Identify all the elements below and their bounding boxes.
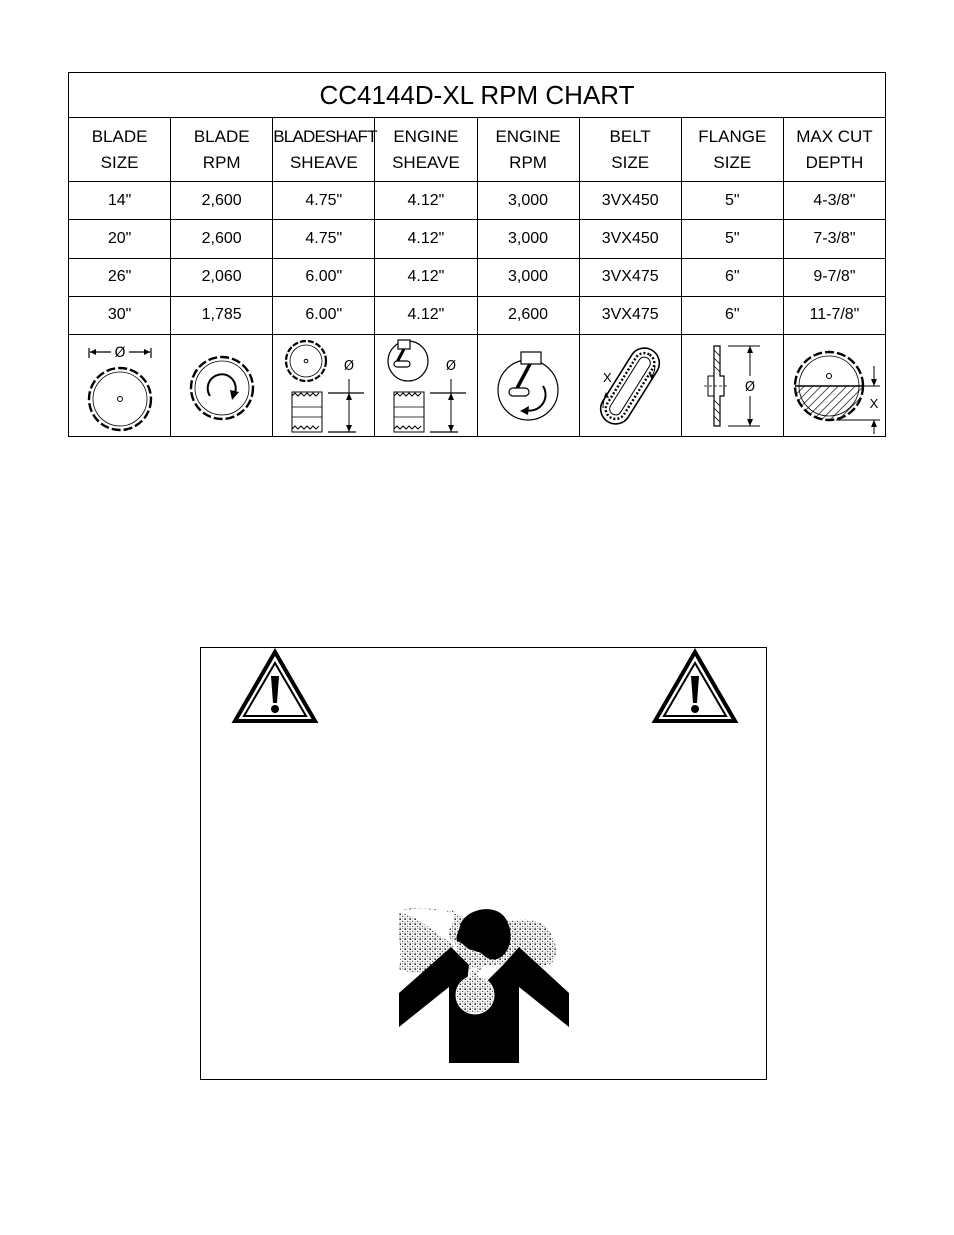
table-cell: 6" (681, 258, 783, 296)
table-cell: 4.12" (375, 296, 477, 334)
table-cell: 3VX450 (579, 181, 681, 219)
column-header-max-cut-depth: MAX CUT DEPTH (783, 118, 885, 182)
table-cell: 3VX475 (579, 296, 681, 334)
table-cell: 14" (69, 181, 171, 219)
table-cell: 11-7/8" (783, 296, 885, 334)
table-cell: 4.12" (375, 220, 477, 258)
blade-rotation-icon (177, 338, 267, 434)
warning-triangle-right-icon (651, 648, 739, 725)
svg-text:Ø: Ø (343, 358, 354, 374)
column-header-flange-size: FLANGE SIZE (681, 118, 783, 182)
table-row (69, 258, 886, 296)
table-cell: 3VX475 (579, 258, 681, 296)
icon-cell (375, 335, 477, 437)
rpm-chart-title: CC4144D-XL RPM CHART (69, 73, 886, 118)
table-cell: 26" (69, 258, 171, 296)
table-cell: 4-3/8" (783, 181, 885, 219)
flange-icon (684, 338, 780, 434)
belt-icon (585, 338, 675, 434)
table-cell: 3VX450 (579, 220, 681, 258)
column-header-bladeshaft-sheave: BLADESHAFT SHEAVE (273, 118, 375, 182)
table-cell: 5" (681, 220, 783, 258)
table-cell: 5" (681, 181, 783, 219)
table-cell: 2,600 (171, 181, 273, 219)
table-cell: 2,600 (477, 296, 579, 334)
column-header-engine-sheave: ENGINE SHEAVE (375, 118, 477, 182)
blade-diameter-icon (75, 338, 165, 434)
table-row (69, 296, 886, 334)
table-cell: 3,000 (477, 258, 579, 296)
table-cell: 6.00" (273, 296, 375, 334)
table-cell: 20" (69, 220, 171, 258)
column-header-belt-size: BELT SIZE (579, 118, 681, 182)
table-cell: 4.75" (273, 181, 375, 219)
table-row (69, 220, 886, 258)
table-cell: 4.12" (375, 258, 477, 296)
engine-sheave-icon (378, 337, 474, 435)
table-cell: 1,785 (171, 296, 273, 334)
icon-row (69, 335, 886, 437)
table-cell: 6" (681, 296, 783, 334)
icon-cell (579, 335, 681, 437)
table-cell: 3,000 (477, 220, 579, 258)
warning-box (200, 647, 767, 1080)
svg-text:X: X (870, 395, 879, 411)
svg-text:Ø: Ø (114, 344, 126, 361)
svg-text:Ø: Ø (745, 379, 756, 395)
icon-cell (477, 335, 579, 437)
column-header-engine-rpm: ENGINE RPM (477, 118, 579, 182)
table-cell: 30" (69, 296, 171, 334)
max-cut-depth-icon (784, 338, 884, 434)
table-cell: 4.12" (375, 181, 477, 219)
table-cell: 7-3/8" (783, 220, 885, 258)
icon-cell (681, 335, 783, 437)
rpm-chart-table (68, 72, 886, 437)
table-cell: 9-7/8" (783, 258, 885, 296)
engine-rpm-icon (483, 338, 573, 434)
dust-inhalation-hazard-icon (399, 903, 571, 1063)
bladeshaft-sheave-icon (276, 337, 372, 435)
icon-cell (273, 335, 375, 437)
table-row (69, 181, 886, 219)
warning-triangle-left-icon (231, 648, 319, 725)
column-header-blade-size: BLADE SIZE (69, 118, 171, 182)
icon-cell (69, 335, 171, 437)
table-cell: 6.00" (273, 258, 375, 296)
svg-text:X: X (603, 369, 612, 385)
svg-text:Ø: Ø (445, 358, 457, 374)
header-row (69, 118, 886, 182)
table-cell: 2,600 (171, 220, 273, 258)
column-header-blade-rpm: BLADE RPM (171, 118, 273, 182)
icon-cell (171, 335, 273, 437)
table-cell: 4.75" (273, 220, 375, 258)
table-cell: 2,060 (171, 258, 273, 296)
icon-cell (783, 335, 885, 437)
table-cell: 3,000 (477, 181, 579, 219)
